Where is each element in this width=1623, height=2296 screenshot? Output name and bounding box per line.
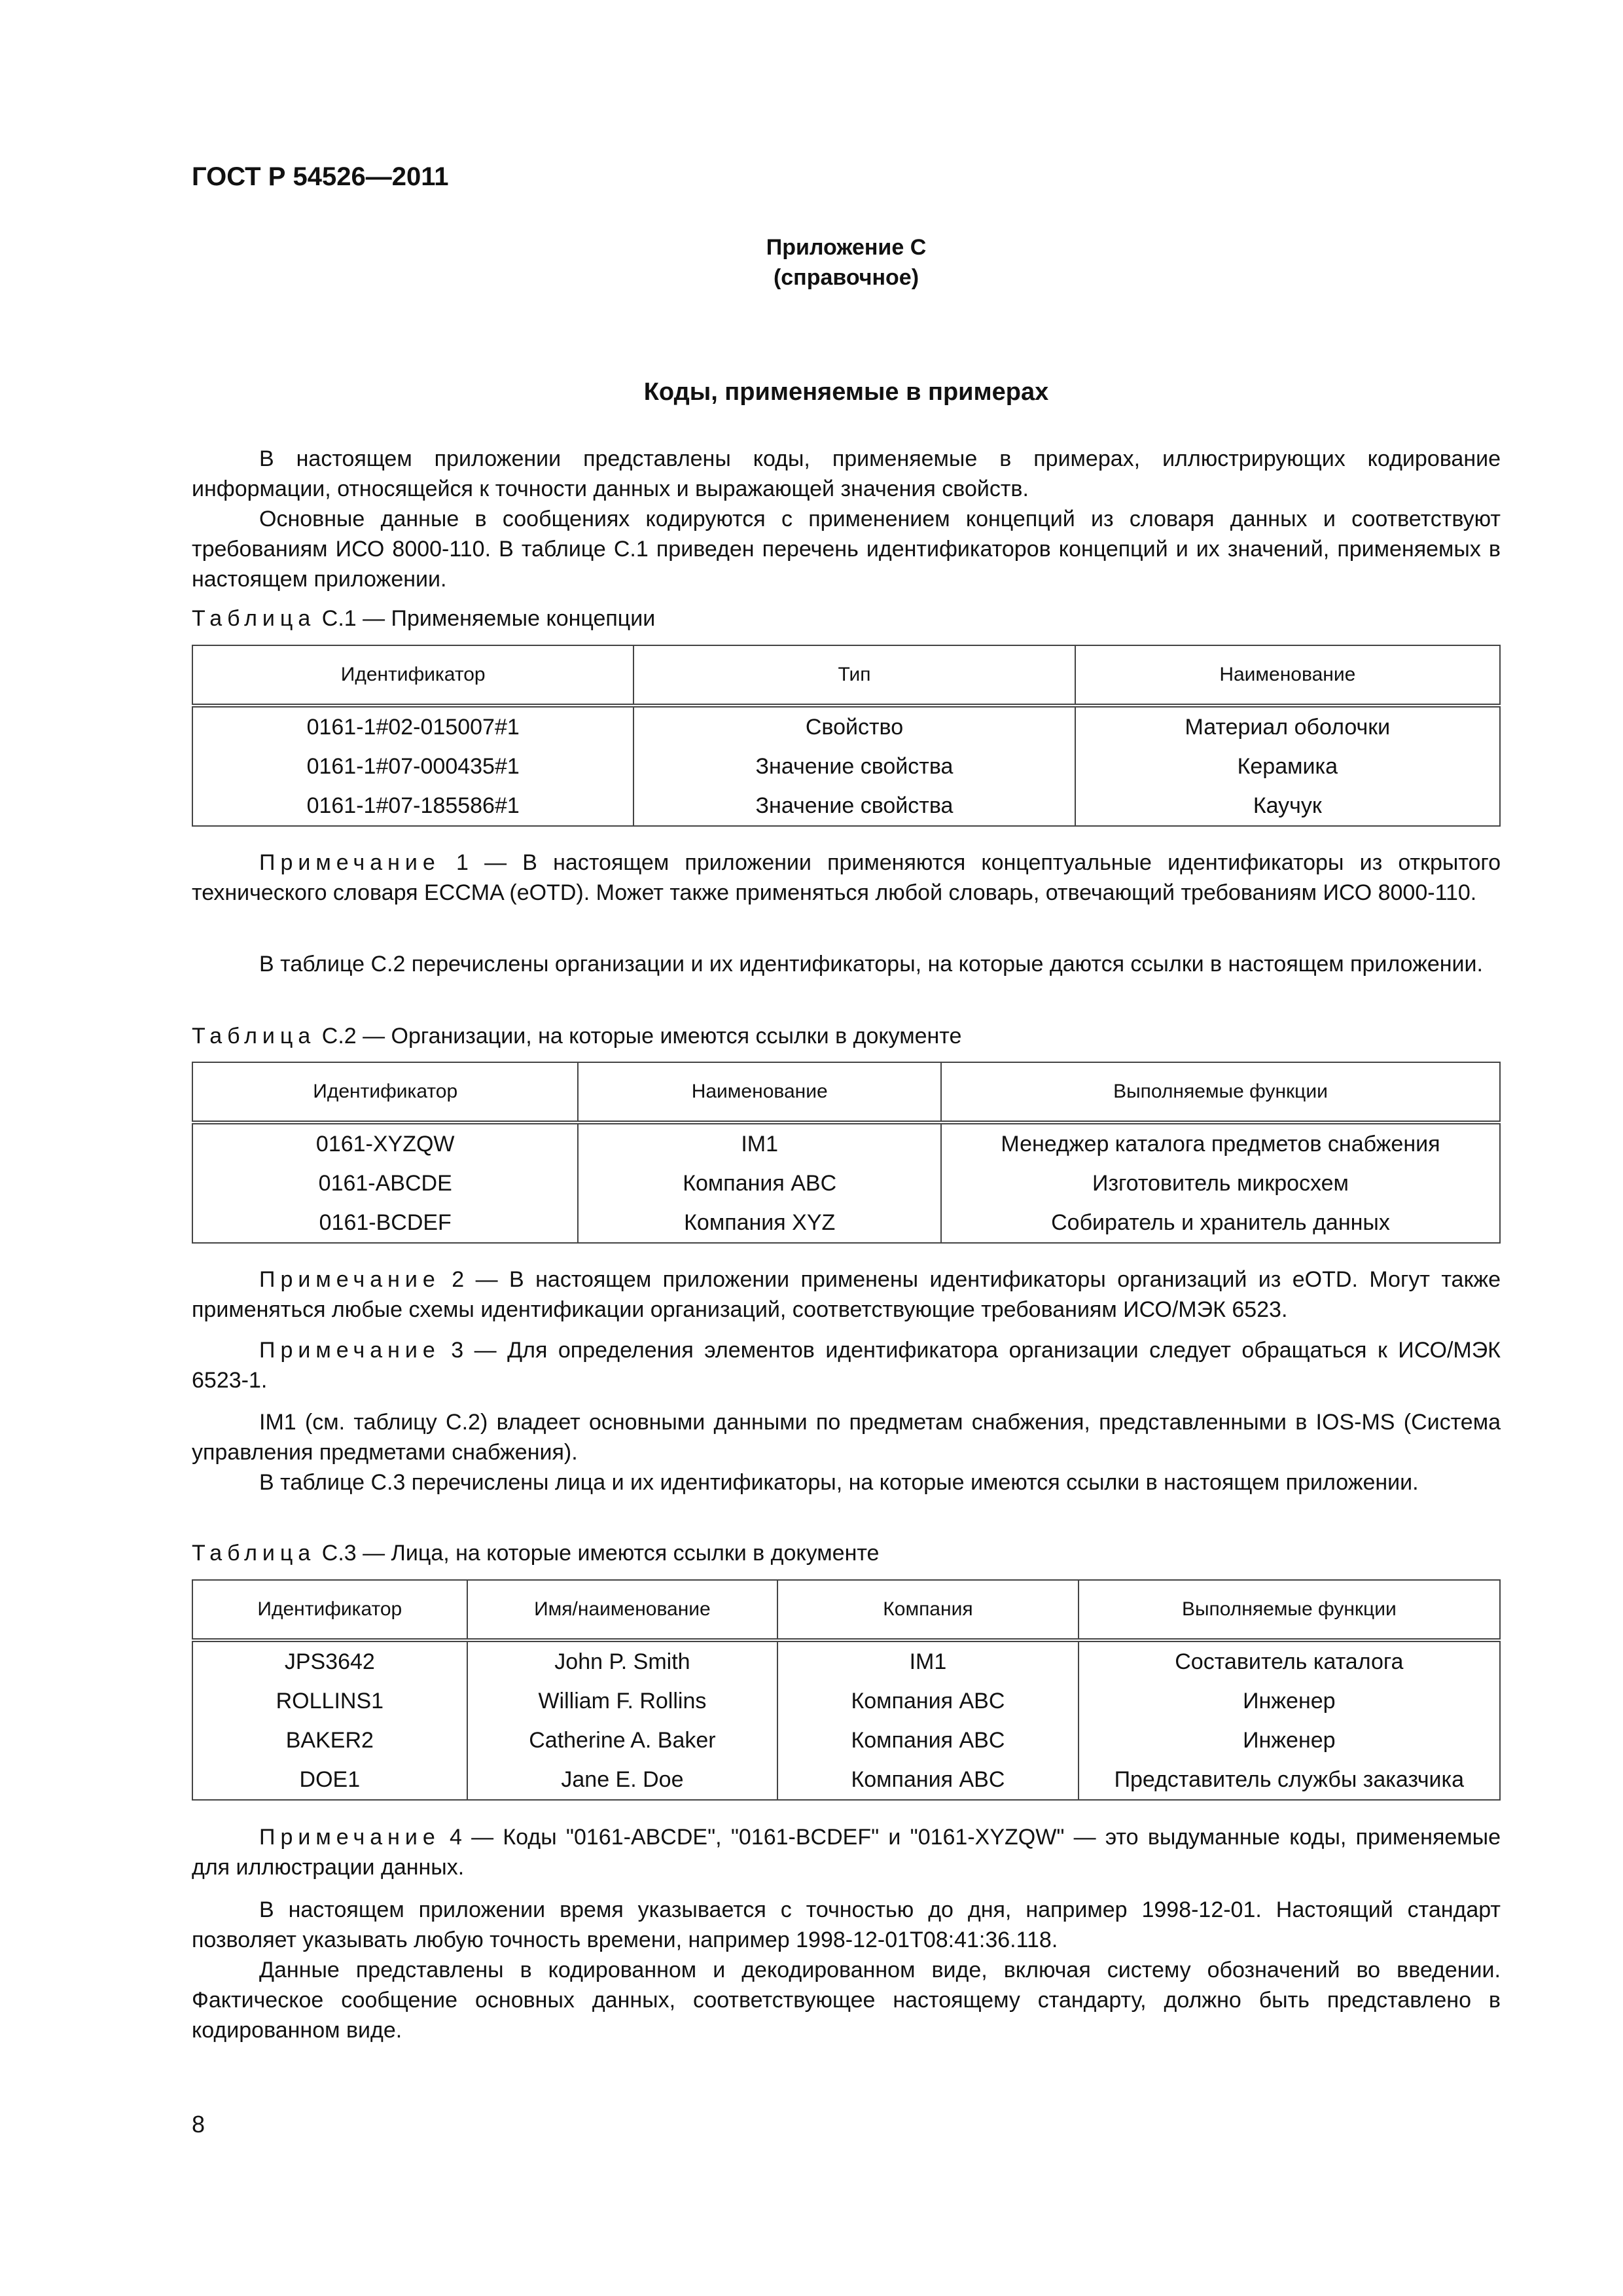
table-cell: Менеджер каталога предметов снабжения	[941, 1122, 1500, 1164]
note-text: 1 — В настоящем приложении применяются концептуальные идентификаторы из открытого технического словаря ECCMA (eOTD). Может также применяться любой словарь, отвечающий требованиям ИСО 8000-110.	[192, 850, 1501, 905]
table-c3	[192, 1579, 1501, 1801]
table-cell: Компания ABC	[777, 1721, 1078, 1760]
intro-paragraph-1: В настоящем приложении представлены коды, применяемые в примерах, иллюстрирующих кодирование информации, относящейся к точности данных и выражающей значения свойств.	[192, 446, 1501, 501]
table-row	[192, 1164, 1500, 1203]
table-cell: Компания ABC	[578, 1164, 940, 1203]
table-caption-label: Таблица	[192, 1541, 316, 1566]
column-header: Наименование	[578, 1062, 940, 1122]
column-header: Идентификатор	[192, 1580, 467, 1640]
table-cell: 0161-BCDEF	[192, 1203, 578, 1243]
table-cell: John P. Smith	[467, 1640, 778, 1681]
column-header: Идентификатор	[192, 645, 633, 706]
column-header: Идентификатор	[192, 1062, 578, 1122]
table-cell: Инженер	[1079, 1681, 1500, 1721]
table-c2	[192, 1062, 1501, 1244]
standard-code: ГОСТ Р 54526—2011	[192, 162, 449, 191]
table-cell: Компания ABC	[777, 1760, 1078, 1800]
table-cell: IM1	[777, 1640, 1078, 1681]
note-text: 4 — Коды "0161-ABCDE", "0161-BCDEF" и "0161-XYZQW" — это выдуманные коды, применяемые для иллюстрации данных.	[192, 1825, 1501, 1880]
table-row	[192, 1203, 1500, 1243]
table-cell: 0161-1#07-000435#1	[192, 747, 633, 786]
table-cell: DOE1	[192, 1760, 467, 1800]
paragraph-data-encoding: Данные представлены в кодированном и декодированном виде, включая систему обозначений во введении. Фактическое сообщение основных данных, соответствующее настоящему стандарту, должно быть представлено в кодированном виде.	[192, 1958, 1501, 2043]
table-cell: JPS3642	[192, 1640, 467, 1681]
table-header-row	[192, 645, 1500, 706]
table-row	[192, 706, 1500, 747]
appendix-title: Приложение С	[766, 235, 927, 260]
table-cell: IM1	[578, 1122, 940, 1164]
table-cell: Собиратель и хранитель данных	[941, 1203, 1500, 1243]
note-3	[192, 1335, 1501, 1395]
table-row	[192, 786, 1500, 826]
paragraph-im1: IM1 (см. таблицу С.2) владеет основными данными по предметам снабжения, представленными в IOS-MS (Система управления предметами снабжения).	[192, 1410, 1501, 1465]
paragraph-table-c2-intro: В таблице С.2 перечислены организации и их идентификаторы, на которые даются ссылки в настоящем приложении.	[259, 952, 1483, 977]
note-text: 3 — Для определения элементов идентификатора организации следует обращаться к ИСО/МЭК 6523-1.	[192, 1338, 1501, 1393]
table-row	[192, 1640, 1500, 1681]
table-cell: Составитель каталога	[1079, 1640, 1500, 1681]
table-cell: Керамика	[1075, 747, 1500, 786]
table-caption-text: С.1 — Применяемые концепции	[315, 606, 656, 631]
table-cell: Jane E. Doe	[467, 1760, 778, 1800]
note-label: Примечание	[259, 1825, 440, 1850]
note-4	[192, 1822, 1501, 1882]
table-cell: Материал оболочки	[1075, 706, 1500, 747]
table-caption-c2	[192, 1021, 961, 1051]
table-cell: Изготовитель микросхем	[941, 1164, 1500, 1203]
table-row	[192, 1681, 1500, 1721]
table-caption-label: Таблица	[192, 1024, 316, 1049]
column-header: Компания	[777, 1580, 1078, 1640]
table-cell: 0161-1#07-185586#1	[192, 786, 633, 826]
table-row	[192, 747, 1500, 786]
note-label: Примечание	[259, 850, 440, 875]
table-caption-text: С.3 — Лица, на которые имеются ссылки в документе	[315, 1541, 880, 1566]
table-cell: Каучук	[1075, 786, 1500, 826]
table-cell: Catherine A. Baker	[467, 1721, 778, 1760]
table-cell: Представитель службы заказчика	[1079, 1760, 1500, 1800]
appendix-subtitle: (справочное)	[773, 265, 919, 290]
table-caption-c1	[192, 603, 655, 634]
note-label: Примечание	[259, 1338, 440, 1363]
table-cell: 0161-ABCDE	[192, 1164, 578, 1203]
column-header: Имя/наименование	[467, 1580, 778, 1640]
table-header-row	[192, 1580, 1500, 1640]
table-cell: ROLLINS1	[192, 1681, 467, 1721]
table-cell: Значение свойства	[633, 786, 1075, 826]
table-cell: BAKER2	[192, 1721, 467, 1760]
note-label: Примечание	[259, 1267, 440, 1292]
column-header: Тип	[633, 645, 1075, 706]
note-text: 2 — В настоящем приложении применены идентификаторы организаций из eOTD. Могут также применяться любые схемы идентификации организаций, соответствующие требованиям ИСО/МЭК 6523.	[192, 1267, 1501, 1322]
paragraph-table-c3-intro: В таблице С.3 перечислены лица и их идентификаторы, на которые имеются ссылки в настоящем приложении.	[259, 1470, 1419, 1495]
page-number: 8	[192, 2111, 205, 2138]
table-cell: Инженер	[1079, 1721, 1500, 1760]
table-c1	[192, 645, 1501, 827]
table-header-row	[192, 1062, 1500, 1122]
note-2	[192, 1265, 1501, 1325]
table-cell: William F. Rollins	[467, 1681, 778, 1721]
table-caption-c3	[192, 1538, 879, 1568]
table-cell: Компания XYZ	[578, 1203, 940, 1243]
intro-paragraph-2: Основные данные в сообщениях кодируются с применением концепций из словаря данных и соответствуют требованиям ИСО 8000-110. В таблице С.1 приведен перечень идентификаторов концепций и их значений, применяемых в настоящем приложении.	[192, 507, 1501, 592]
table-cell: 0161-1#02-015007#1	[192, 706, 633, 747]
column-header: Наименование	[1075, 645, 1500, 706]
table-cell: 0161-XYZQW	[192, 1122, 578, 1164]
table-row	[192, 1760, 1500, 1800]
table-caption-label: Таблица	[192, 606, 316, 631]
paragraph-time-precision: В настоящем приложении время указывается с точностью до дня, например 1998-12-01. Настоящий стандарт позволяет указывать любую точность времени, например 1998-12-01T08:41:36.118.	[192, 1897, 1501, 1952]
table-row	[192, 1721, 1500, 1760]
section-heading: Коды, применяемые в примерах	[643, 378, 1049, 406]
table-cell: Значение свойства	[633, 747, 1075, 786]
note-1	[192, 848, 1501, 908]
table-row	[192, 1122, 1500, 1164]
column-header: Выполняемые функции	[1079, 1580, 1500, 1640]
table-caption-text: С.2 — Организации, на которые имеются ссылки в документе	[315, 1024, 962, 1049]
table-cell: Компания ABC	[777, 1681, 1078, 1721]
table-cell: Свойство	[633, 706, 1075, 747]
column-header: Выполняемые функции	[941, 1062, 1500, 1122]
